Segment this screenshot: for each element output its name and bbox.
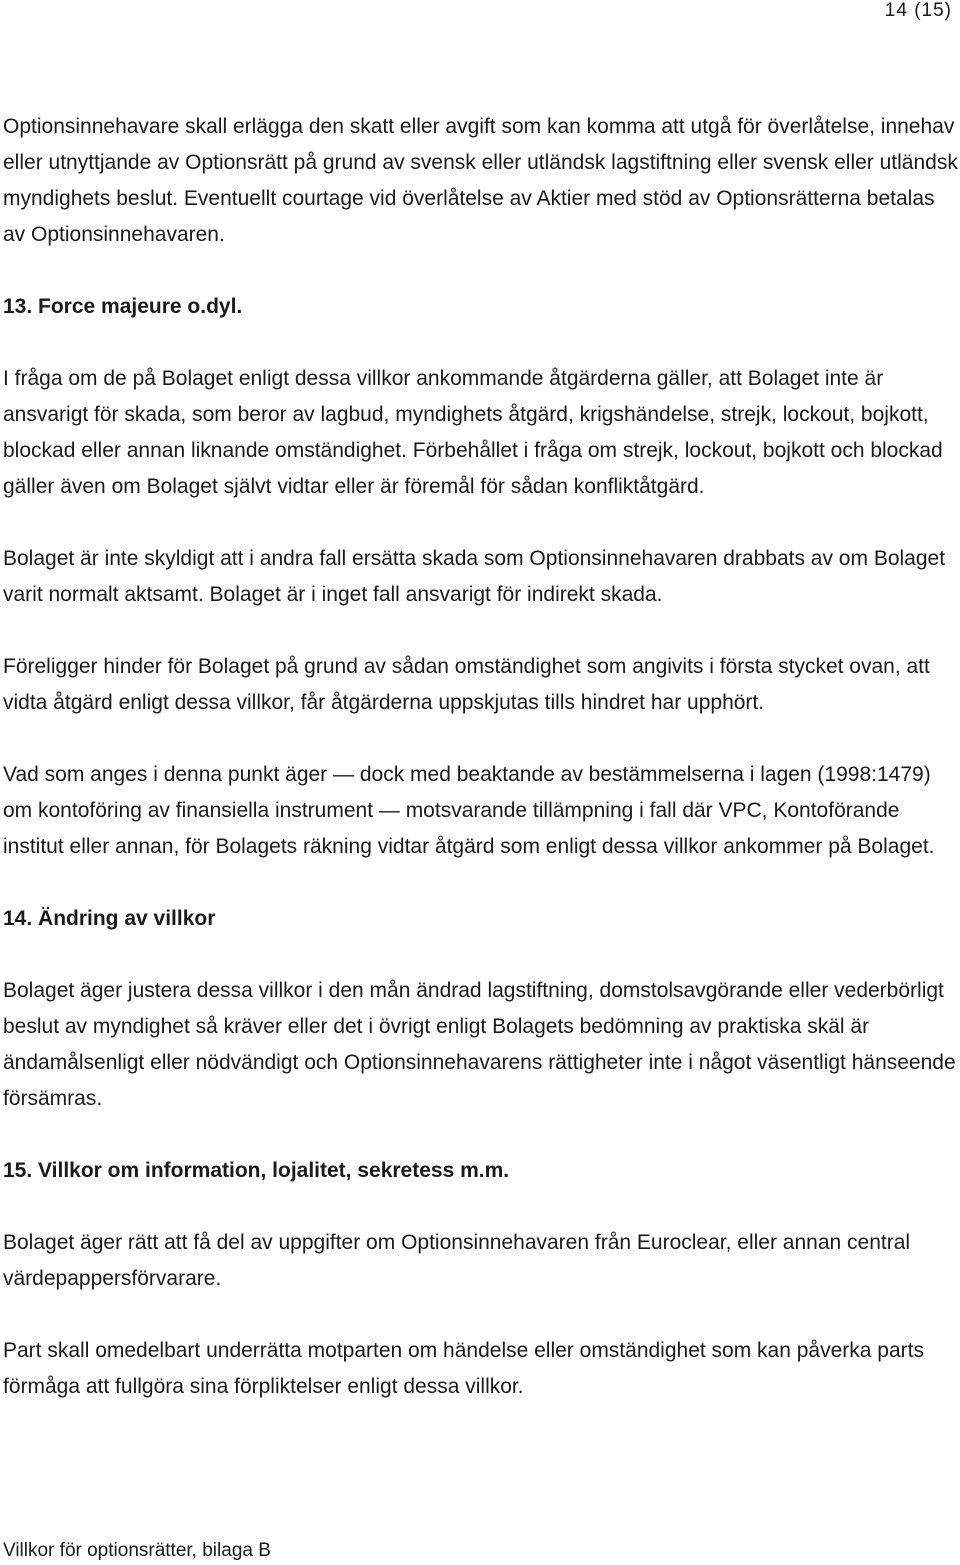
page-number: 14 (15): [884, 0, 952, 21]
paragraph-information: Bolaget äger rätt att få del av uppgifter om Optionsinnehavaren från Euroclear, eller annan central värdepappersförvarare.: [3, 1231, 911, 1290]
paragraph-applicability: Vad som anges i denna punkt äger — dock med beaktande av bestämmelserna i lagen (1998:1479) om kontoföring av finansiella instrument — motsvarande tillämpning i fall där VPC, Kontoförande institut eller annan, för Bolagets räkning vidtar åtgärd som enligt dessa villkor ankommer på Bolaget.: [3, 763, 935, 858]
paragraph-force-majeure: I fråga om de på Bolaget enligt dessa villkor ankommande åtgärderna gäller, att Bolaget inte är ansvarigt för skada, som beror av lagbud, myndighets åtgärd, krigshändelse, strejk, lockout, bojkott, blockad eller annan liknande omständighet. Förbehållet i fråga om strejk, lockout, bojkott och blockad gäller även om Bolaget självt vidtar eller är föremål för sådan konfliktåtgärd.: [3, 367, 943, 498]
section-heading-15: 15. Villkor om information, lojalitet, sekretess m.m.: [3, 1159, 510, 1182]
paragraph-tax: Optionsinnehavare skall erlägga den skatt eller avgift som kan komma att utgå för överlåtelse, innehav eller utnyttjande av Optionsrätt på grund av svensk eller utländsk lagstiftning eller svensk eller utländsk myndighets beslut. Eventuellt courtage vid överlåtelse av Aktier med stöd av Optionsrätterna betalas av Optionsinnehavaren.: [3, 115, 958, 246]
section-heading-13: 13. Force majeure o.dyl.: [3, 295, 243, 318]
paragraph-amendment: Bolaget äger justera dessa villkor i den mån ändrad lagstiftning, domstolsavgörande eller vederbörligt beslut av myndighet så kräver eller det i övrigt enligt Bolagets bedömning av praktiska skäl är ändamålsenligt eller nödvändigt och Optionsinnehavarens rättigheter inte i något väsentligt hänseende försämras.: [3, 979, 956, 1110]
page-footer: Villkor för optionsrätter, bilaga B: [3, 1540, 271, 1561]
paragraph-liability: Bolaget är inte skyldigt att i andra fall ersätta skada som Optionsinnehavaren drabbats av om Bolaget varit normalt aktsamt. Bolaget är i inget fall ansvarigt för indirekt skada.: [3, 547, 946, 606]
document-body: [3, 109, 958, 1441]
paragraph-notification: Part skall omedelbart underrätta motparten om händelse eller omständighet som kan påverka parts förmåga att fullgöra sina förpliktelser enligt dessa villkor.: [3, 1339, 924, 1398]
paragraph-postponement: Föreligger hinder för Bolaget på grund av sådan omständighet som angivits i första stycket ovan, att vidta åtgärd enligt dessa villkor, får åtgärderna uppskjutas tills hindret har upphört.: [3, 655, 930, 714]
section-heading-14: 14. Ändring av villkor: [3, 907, 216, 930]
